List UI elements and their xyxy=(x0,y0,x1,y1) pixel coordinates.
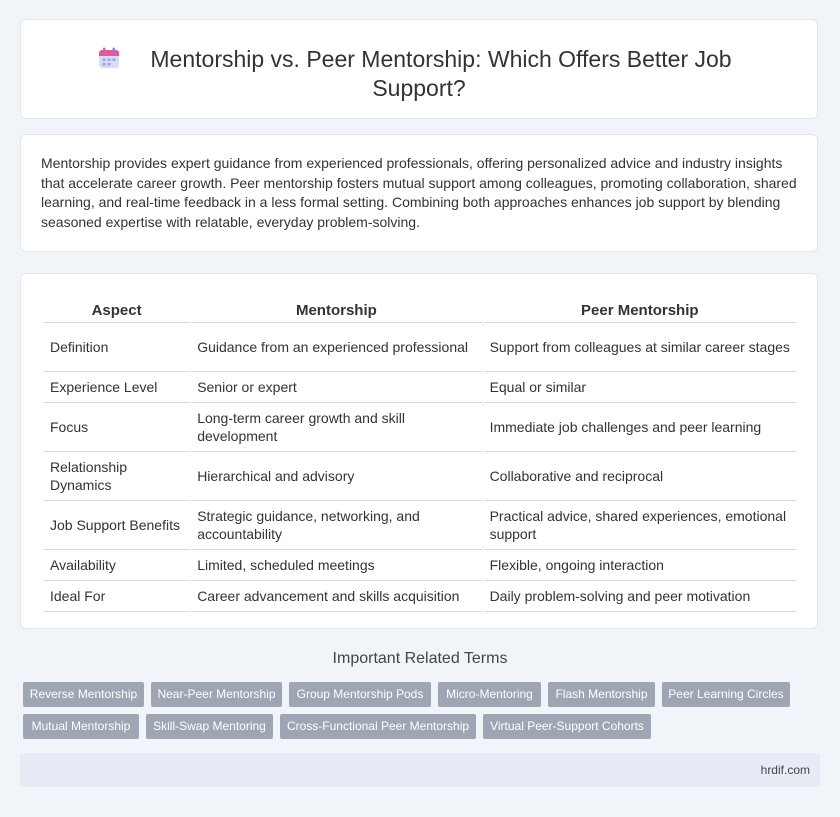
table-cell: Career advancement and skills acquisition xyxy=(191,581,481,612)
tag-micro-mentoring[interactable]: Micro-Mentoring xyxy=(438,682,541,707)
table-row xyxy=(44,372,796,403)
page-title xyxy=(21,45,817,103)
table-cell: Ideal For xyxy=(44,581,189,612)
table-row xyxy=(44,452,796,501)
table-row xyxy=(44,581,796,612)
header-mentorship: Mentorship xyxy=(191,294,481,323)
tag-mutual-mentorship[interactable]: Mutual Mentorship xyxy=(23,714,139,739)
header-aspect: Aspect xyxy=(44,294,189,323)
tag-virtual-peer-support-cohorts[interactable]: Virtual Peer-Support Cohorts xyxy=(483,714,651,739)
table-cell: Definition xyxy=(44,323,189,372)
table-cell: Immediate job challenges and peer learning xyxy=(484,403,796,452)
table-cell: Support from colleagues at similar career stages xyxy=(484,323,796,372)
footer-site-link[interactable]: hrdif.com xyxy=(760,763,810,777)
tag-skill-swap-mentoring[interactable]: Skill-Swap Mentoring xyxy=(146,714,273,739)
table-cell: Relationship Dynamics xyxy=(44,452,189,501)
page-title-line1: Mentorship vs. Peer Mentorship: Which Offers Better Job xyxy=(150,46,732,72)
table-cell: Availability xyxy=(44,550,189,581)
table-cell: Equal or similar xyxy=(484,372,796,403)
table-cell: Practical advice, shared experiences, emotional support xyxy=(484,501,796,550)
table-row xyxy=(44,323,796,372)
tag-cross-functional-peer-mentorship[interactable]: Cross-Functional Peer Mentorship xyxy=(280,714,476,739)
table-cell: Flexible, ongoing interaction xyxy=(484,550,796,581)
table-cell: Collaborative and reciprocal xyxy=(484,452,796,501)
table-row xyxy=(44,501,796,550)
related-terms-title: Important Related Terms xyxy=(332,650,508,667)
table-row xyxy=(44,550,796,581)
tag-peer-learning-circles[interactable]: Peer Learning Circles xyxy=(662,682,790,707)
table-cell: Strategic guidance, networking, and accountability xyxy=(191,501,481,550)
table-header-row xyxy=(44,294,796,323)
table-cell: Hierarchical and advisory xyxy=(191,452,481,501)
tag-reverse-mentorship[interactable]: Reverse Mentorship xyxy=(23,682,144,707)
header-peer-mentorship: Peer Mentorship xyxy=(484,294,796,323)
table-cell: Guidance from an experienced professional xyxy=(191,323,481,372)
intro-card xyxy=(20,134,818,252)
table-cell: Limited, scheduled meetings xyxy=(191,550,481,581)
table-cell: Job Support Benefits xyxy=(44,501,189,550)
comparison-table xyxy=(42,294,798,612)
title-card xyxy=(20,19,818,119)
table-cell: Long-term career growth and skill development xyxy=(191,403,481,452)
tag-near-peer-mentorship[interactable]: Near-Peer Mentorship xyxy=(151,682,282,707)
table-cell: Focus xyxy=(44,403,189,452)
table-cell: Daily problem-solving and peer motivation xyxy=(484,581,796,612)
table-cell: Senior or expert xyxy=(191,372,481,403)
tag-group-mentorship-pods[interactable]: Group Mentorship Pods xyxy=(289,682,431,707)
tag-flash-mentorship[interactable]: Flash Mentorship xyxy=(548,682,655,707)
table-row xyxy=(44,403,796,452)
intro-paragraph: Mentorship provides expert guidance from experienced professionals, offering personalized advice and industry insights that accelerate career growth. Peer mentorship fosters mutual support among colleagues, promoting collaboration, shared learning, and real-time feedback in a less formal setting. Combining both approaches enhances job support by blending seasoned expertise with relatable, everyday problem-solving. xyxy=(41,155,797,230)
page-title-line2: Support? xyxy=(372,75,466,101)
footer-bar xyxy=(20,753,820,787)
comparison-card xyxy=(20,273,818,629)
table-cell: Experience Level xyxy=(44,372,189,403)
